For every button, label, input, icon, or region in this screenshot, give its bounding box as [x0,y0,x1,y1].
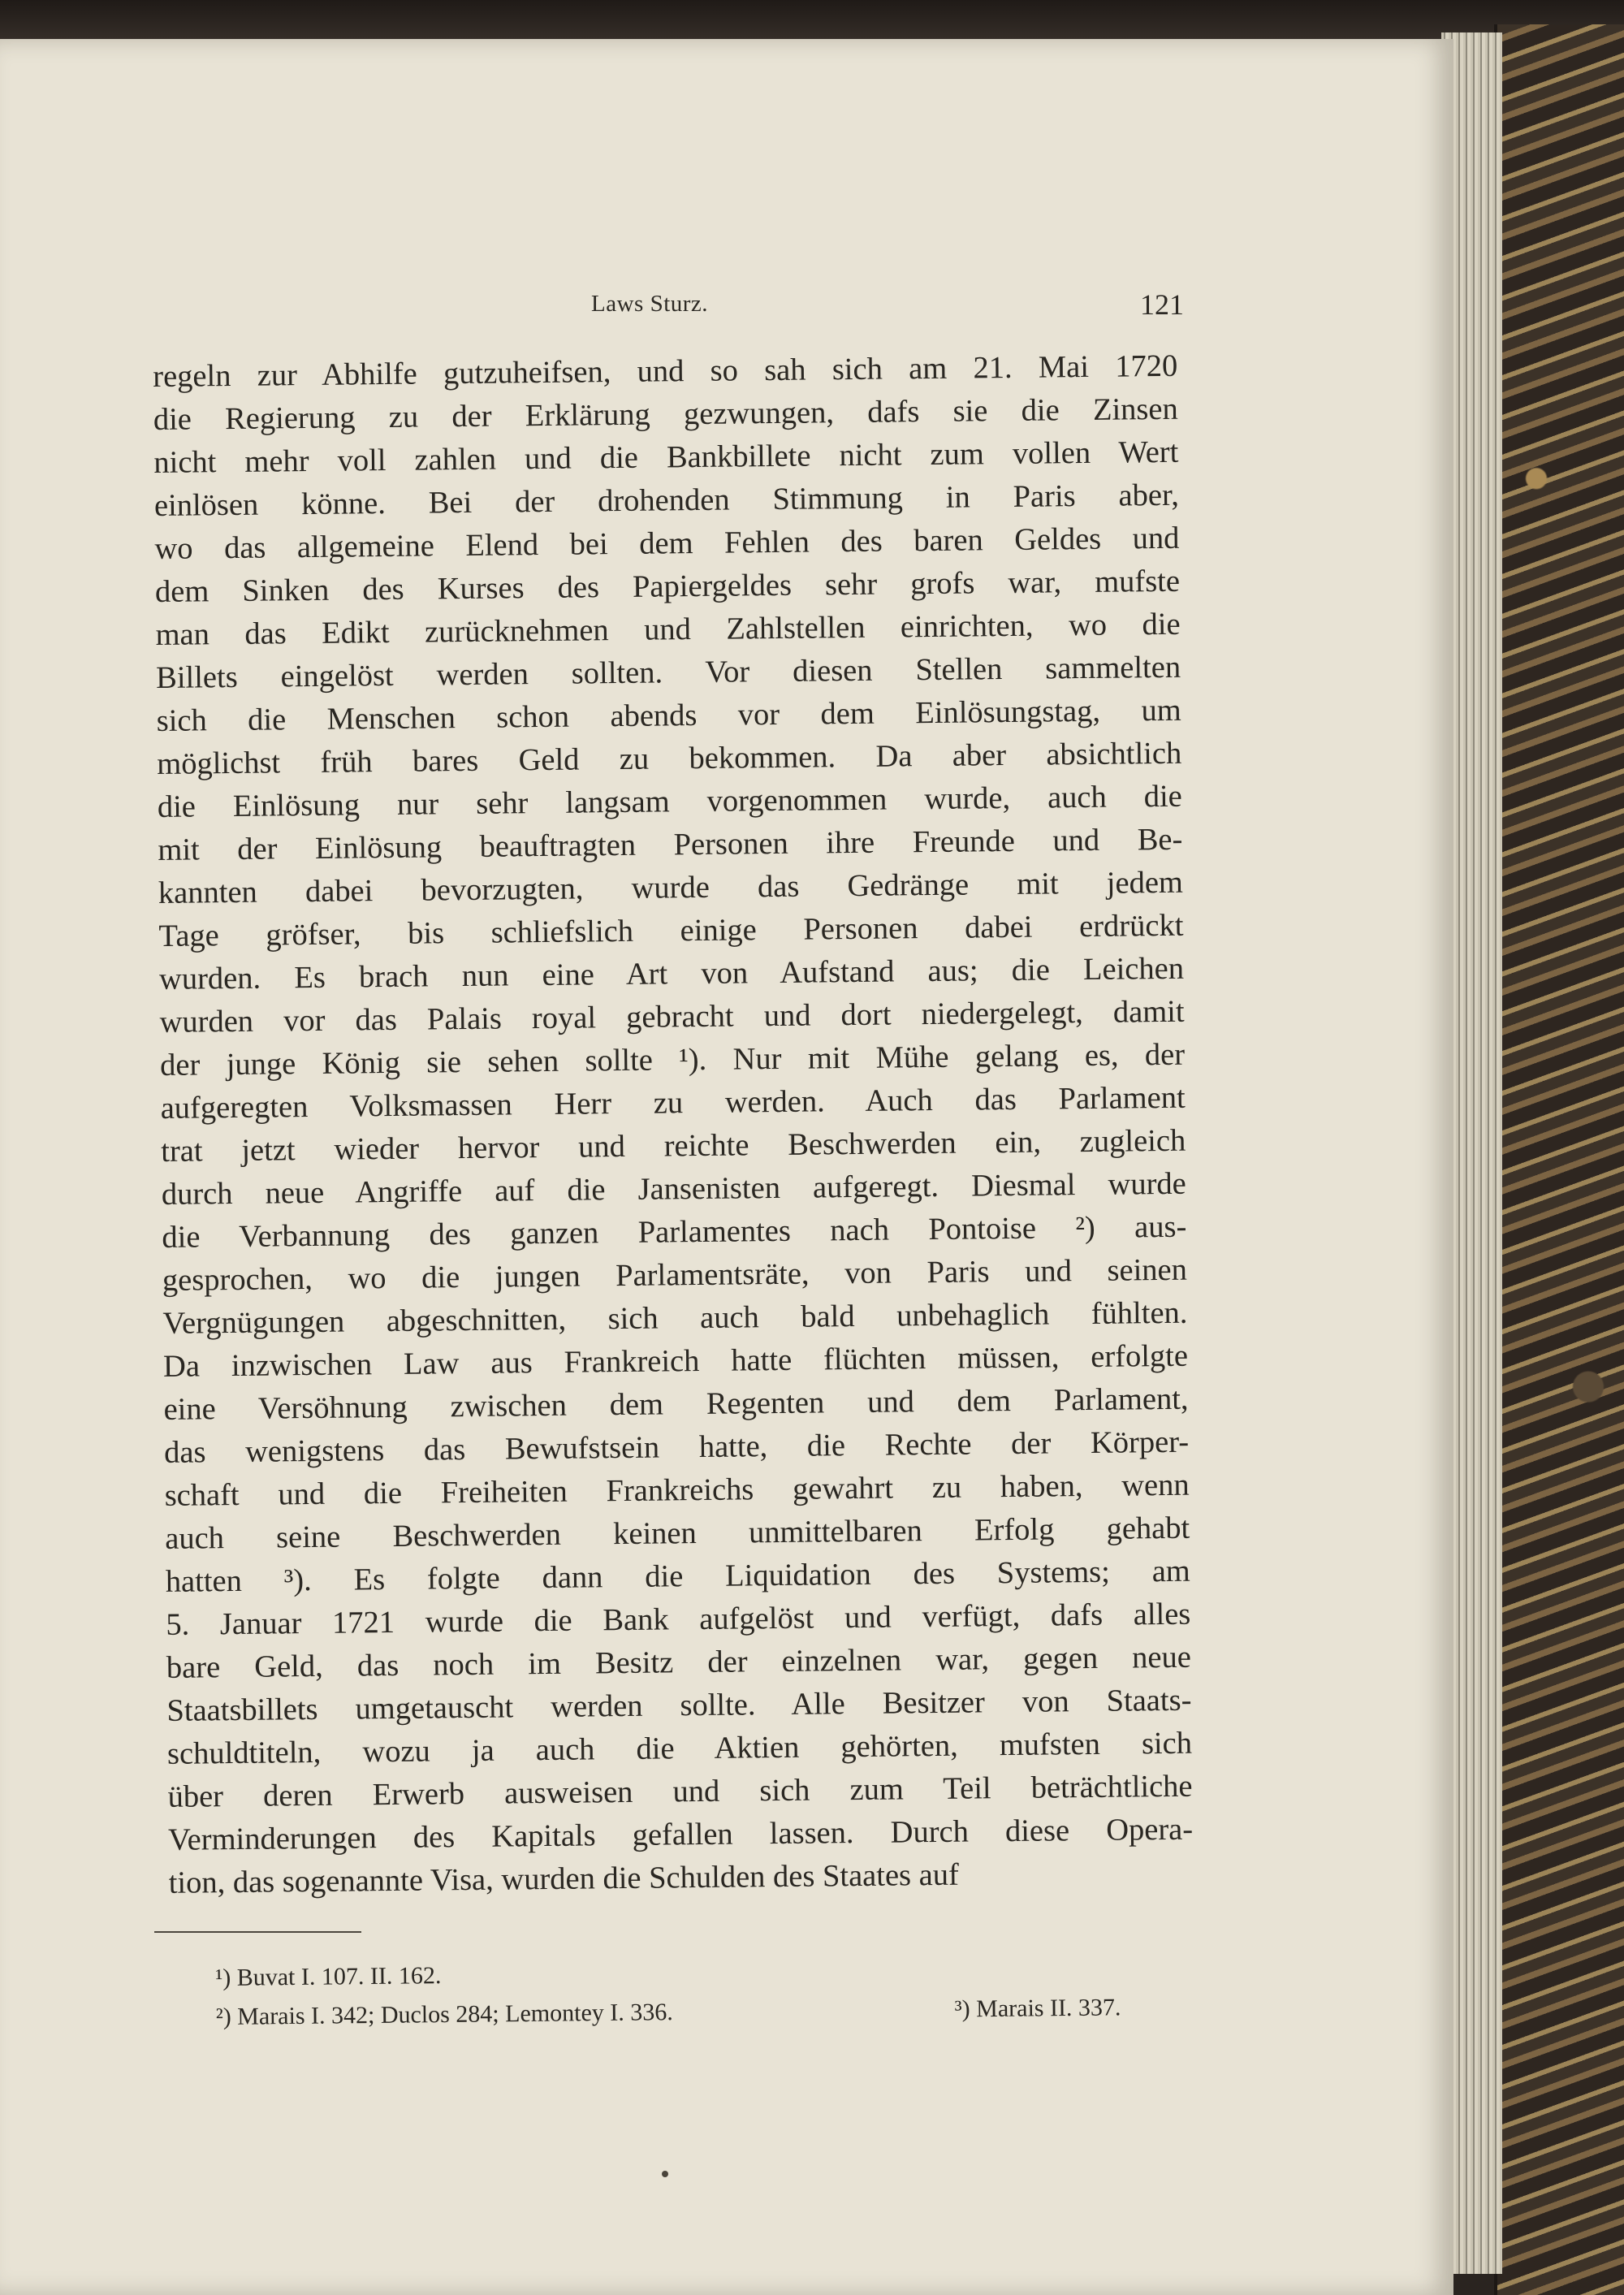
text-line: auch seine Beschwerden keinen unmittelbaren Erfolg gehabt [165,1511,1190,1556]
text-line: durch neue Angriffe auf die Jansenisten aufgeregt. Diesmal wurde [161,1166,1186,1212]
page-header [153,288,1184,323]
footnote-3: ³) Marais II. 337. [954,1994,1121,2023]
text-line: die Einlösung nur sehr langsam vorgenommen wurde, auch die [157,779,1182,824]
text-line: Staatsbillets umgetauscht werden sollte. Alle Besitzer von Staats- [166,1683,1192,1728]
book-page [0,39,1453,2295]
text-line: der junge König sie sehen sollte ¹). Nur mit Mühe gelang es, der [159,1037,1186,1083]
text-line: regeln zur Abhilfe gutzuheifsen, und so sah sich am 21. Mai 1720 [153,348,1178,394]
text-line: hatten ³). Es folgte dann die Liquidation des Systems; am [165,1554,1190,1599]
text-line: Billets eingelöst werden sollten. Vor diesen Stellen sammelten [155,650,1181,695]
footnote-2: ²) Marais I. 342; Duclos 284; Lemontey I. 336. [215,1999,673,2030]
running-title: Laws Sturz. [591,291,709,317]
text-line: die Verbannung des ganzen Parlamentes nach Pontoise ²) aus- [162,1209,1187,1255]
text-line: eine Versöhnung zwischen dem Regenten und dem Parlament, [163,1381,1189,1427]
text-line: dem Sinken des Kurses des Papiergeldes sehr grofs war, mufste [154,564,1181,609]
text-line: bare Geld, das noch im Besitz der einzelnen war, gegen neue [166,1640,1192,1685]
text-line: trat jetzt wieder hervor und reichte Beschwerden ein, zugleich [161,1123,1186,1169]
text-line: das wenigstens das Bewufstsein hatte, die Rechte der Körper- [163,1424,1190,1470]
footnote-divider [154,1931,361,1933]
text-line: tion, das sogenannte Visa, wurden die Schulden des Staates auf [168,1857,960,1900]
marbled-cover-edge [1494,24,1624,2295]
text-line: wurden. Es brach nun eine Art von Aufstand aus; die Leichen [158,951,1185,996]
text-line: sich die Menschen schon abends vor dem Einlösungstag, um [156,693,1181,738]
text-line: Verminderungen des Kapitals gefallen lassen. Durch diese Opera- [167,1812,1194,1857]
text-line: Tage gröfser, bis schliefslich einige Personen dabei erdrückt [158,908,1184,953]
text-line: wo das allgemeine Elend bei dem Fehlen des baren Geldes und [154,521,1180,566]
text-line: Vergnügungen abgeschnitten, sich auch bald unbehaglich fühlten. [162,1295,1188,1341]
text-line: gesprochen, wo die jungen Parlamentsräte, von Paris und seinen [162,1252,1188,1298]
text-line: nicht mehr voll zahlen und die Bankbillete nicht zum vollen Wert [153,434,1179,480]
text-line: einlösen könne. Bei der drohenden Stimmung in Paris aber, [153,478,1180,523]
text-line: die Regierung zu der Erklärung gezwungen, dafs sie die Zinsen [153,391,1178,437]
text-line: 5. Januar 1721 wurde die Bank aufgelöst und verfügt, dafs alles [166,1597,1191,1642]
text-line: kannten dabei bevorzugten, wurde das Gedränge mit jedem [158,865,1184,910]
footnote-1: ¹) Buvat I. 107. II. 162. [215,1962,442,1991]
footnotes [215,1948,1190,2037]
paper-speck [662,2171,668,2177]
page-number: 121 [1140,288,1184,321]
text-line: schaft und die Freiheiten Frankreichs gewahrt zu haben, wenn [164,1467,1190,1513]
text-line: wurden vor das Palais royal gebracht und dort niedergelegt, damit [159,994,1185,1039]
text-line: mit der Einlösung beauftragten Personen ihre Freunde und Be- [158,822,1183,867]
text-line: man das Edikt zurücknehmen und Zahlstellen einrichten, wo die [155,607,1181,652]
body-text [153,345,1194,1905]
text-line: über deren Erwerb ausweisen und sich zum Teil beträchtliche [167,1769,1193,1814]
text-line: schuldtiteln, wozu ja auch die Aktien gehörten, mufsten sich [166,1726,1193,1771]
text-line: Da inzwischen Law aus Frankreich hatte flüchten müssen, erfolgte [162,1338,1189,1384]
text-line: möglichst früh bares Geld zu bekommen. Da aber absichtlich [157,736,1182,781]
text-line: aufgeregten Volksmassen Herr zu werden. Auch das Parlament [160,1080,1186,1126]
